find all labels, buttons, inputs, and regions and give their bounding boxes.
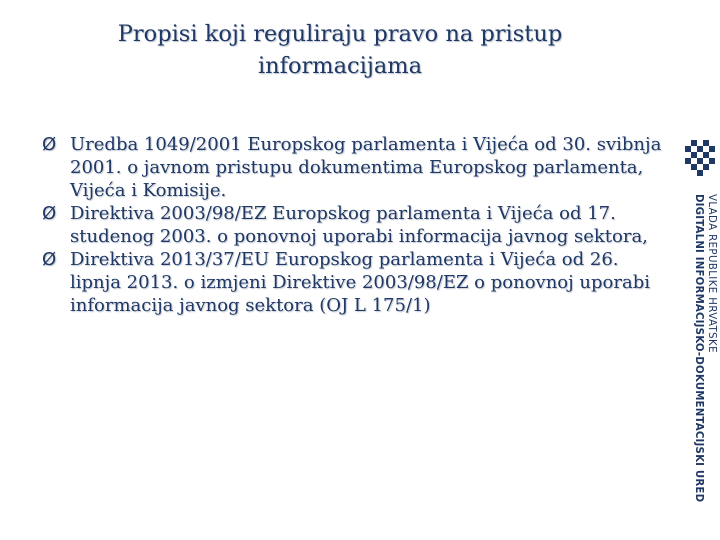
brand-office-label: DIGITALNI INFORMACIJSKO-DOKUMENTACIJSKI URED bbox=[693, 194, 704, 503]
slide-title-line-1: Propisi koji reguliraju pravo na pristup bbox=[117, 21, 563, 47]
bullet-item bbox=[42, 133, 672, 202]
bullet-text: Uredba 1049/2001 Europskog parlamenta i Vijeća od 30. svibnja 2001. o javnom pristupu dokumentima Europskog parlamenta, Vijeća i Komisije. bbox=[70, 134, 662, 201]
slide-title-line-2: informacijama bbox=[257, 53, 422, 79]
bullet-text: Direktiva 2003/98/EZ Europskog parlamenta i Vijeća od 17. studenog 2003. o ponovnoj uporabi informacija javnog sektora, bbox=[70, 203, 648, 247]
bullet-text: Direktiva 2013/37/EU Europskog parlamenta i Vijeća od 26. lipnja 2013. o izmjeni Direktive 2003/98/EZ o ponovnoj uporabi informacija javnog sektora (OJ L 175/1) bbox=[70, 249, 650, 316]
chequerboard-logo-icon bbox=[685, 138, 715, 178]
brand-government-label: VLADA REPUBLIKE HRVATSKE bbox=[706, 194, 717, 353]
arrow-bullet-icon: Ø bbox=[42, 203, 57, 224]
arrow-bullet-icon: Ø bbox=[42, 249, 57, 270]
bullet-item bbox=[42, 202, 672, 248]
slide-title bbox=[40, 18, 640, 82]
brand-sidebar bbox=[680, 138, 720, 540]
bullet-list bbox=[42, 133, 672, 317]
arrow-bullet-icon: Ø bbox=[42, 134, 57, 155]
brand-text bbox=[692, 194, 718, 534]
bullet-item bbox=[42, 248, 672, 317]
